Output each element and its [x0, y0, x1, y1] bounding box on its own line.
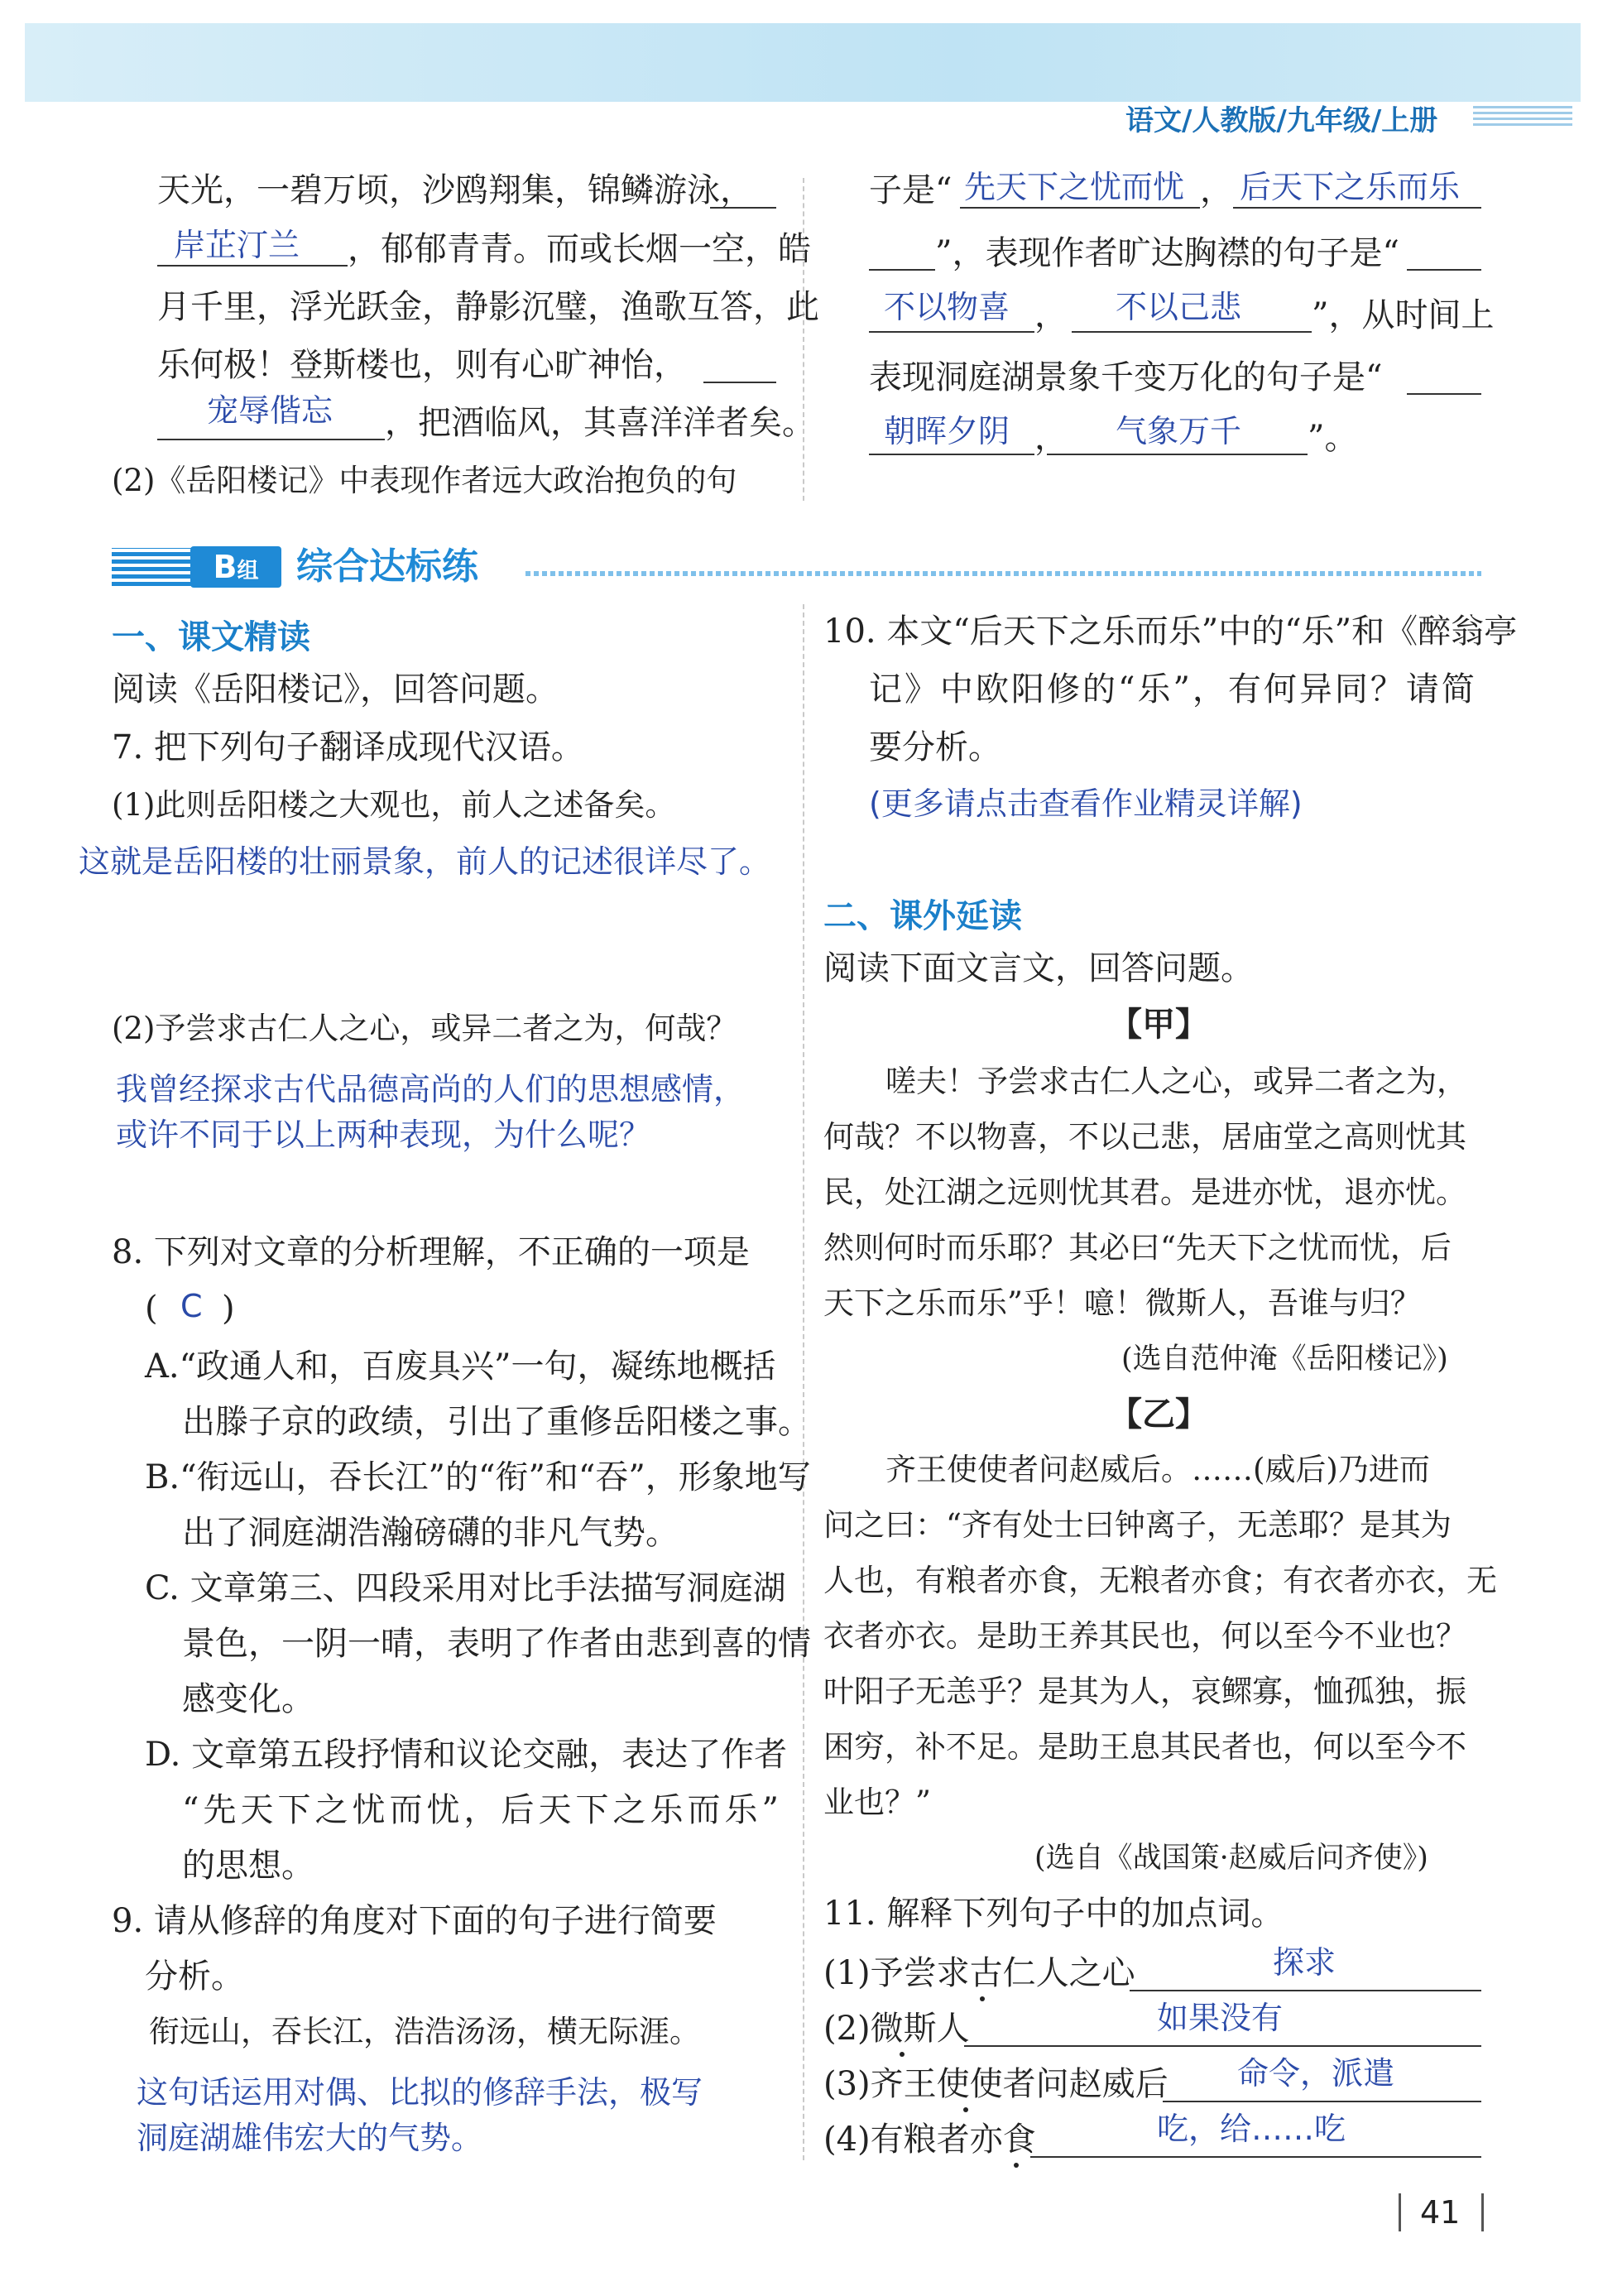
blank-underline: [869, 269, 935, 271]
top-left-line-2: ，郁郁青青。而或长烟一空，皓: [348, 230, 811, 268]
question-9-sentence: 衔远山，吞长江，浩浩汤汤，横无际涯。: [149, 2014, 700, 2049]
answer-bu-yi-wu-xi: 不以物喜: [884, 289, 1010, 325]
question-11-1: (1)予尝求古仁人之心: [823, 1954, 1135, 1992]
top-right-line-2: ”，表现作者旷达胸襟的句子是“: [935, 234, 1399, 272]
question-7-1: (1)此则岳阳楼之大观也，前人之述备矣。: [112, 787, 676, 823]
header-band: [25, 23, 1581, 102]
comma: ，: [1200, 171, 1233, 209]
answer-qi-xiang-wan-qian: 气象万千: [1116, 413, 1242, 449]
answer-10-link[interactable]: (更多请点击查看作业精灵详解): [869, 785, 1303, 822]
top-left-line-1: 天光，一碧万顷，沙鸥翔集，锦鳞游泳，: [157, 171, 753, 209]
passage-jia-line-5: 天下之乐而乐”乎！噫！微斯人，吾谁与归？: [823, 1285, 1421, 1321]
passage-yi-label: 【乙】: [1109, 1395, 1208, 1434]
option-b-line-1: B.“衔远山，吞长江”的“衔”和“吞”，形象地写: [145, 1458, 811, 1496]
blank-underline: [1030, 2156, 1481, 2158]
section-title-2: 二、课外延读: [823, 897, 1022, 935]
passage-jia-line-1: 嗟夫！予尝求古仁人之心，或异二者之为，: [885, 1064, 1467, 1099]
emphasis-dot: [900, 2052, 905, 2057]
blank-underline: [1233, 207, 1481, 209]
blank-underline: [960, 207, 1200, 209]
passage-jia-line-2: 何哉？不以物喜，不以己悲，居庙堂之高则忧其: [823, 1119, 1466, 1155]
banner-group-suffix: 组: [237, 559, 259, 584]
page-number: 41: [1420, 2194, 1461, 2231]
emphasis-dot: [1014, 2163, 1019, 2168]
top-left-line-6: (2)《岳阳楼记》中表现作者远大政治抱负的句: [112, 463, 737, 498]
top-left-line-3: 月千里，浮光跃金，静影沉璧，渔歌互答，此: [157, 288, 819, 326]
passage-jia-label: 【甲】: [1109, 1006, 1208, 1044]
answer-zhao-hui-xi-yin: 朝晖夕阴: [884, 413, 1010, 449]
question-7: 7. 把下列句子翻译成现代汉语。: [112, 728, 584, 766]
answer-8: C: [180, 1288, 203, 1324]
question-9-line-1: 9. 请从修辞的角度对下面的句子进行简要: [112, 1902, 717, 1940]
blank-underline: [964, 2045, 1481, 2047]
option-a-line-1: A.“政通人和，百废具兴”一句，凝练地概括: [145, 1347, 776, 1386]
header-book-label: 语文/人教版/九年级/上册: [1125, 104, 1438, 137]
answer-11-4: 吃，给……吃: [1157, 2111, 1346, 2147]
top-left-line-5: ，把酒临风，其喜洋洋者矣。: [385, 404, 815, 442]
passage-yi-line-7: 业也？”: [823, 1784, 931, 1820]
passage-jia-line-3: 民，处江湖之远则忧其君。是进亦忧，退亦忧。: [823, 1174, 1466, 1210]
blank-underline: [703, 382, 776, 383]
blank-underline: [1163, 2101, 1481, 2102]
banner-rule: [525, 571, 1481, 576]
emphasis-dot: [963, 2107, 968, 2112]
left-intro: 阅读《岳阳楼记》，回答问题。: [112, 670, 559, 708]
answer-11-1: 探求: [1273, 1944, 1336, 1981]
blank-underline: [1407, 393, 1481, 395]
passage-yi-line-4: 衣者亦衣。是助王养其民也，何以至今不业也？: [823, 1618, 1466, 1654]
section-title-1: 一、课文精读: [112, 618, 310, 656]
option-b-line-2: 出了洞庭湖浩瀚磅礴的非凡气势。: [182, 1514, 679, 1552]
top-left-line-4: 乐何极！登斯楼也，则有心旷神怡，: [157, 346, 687, 384]
header-stripes: [1473, 106, 1572, 126]
answer-chong-ru-xie-wang: 宠辱偕忘: [207, 392, 334, 429]
question-8: 8. 下列对文章的分析理解，不正确的一项是: [112, 1233, 750, 1271]
banner-group-letter: B: [213, 549, 238, 585]
passage-yi-line-2: 问之曰：“齐有处士曰钟离子，无恙耶？是其为: [823, 1507, 1452, 1543]
column-divider: [803, 604, 804, 2160]
page-number-bar-right: [1481, 2193, 1484, 2231]
answer-7-1: 这就是岳阳楼的壮丽景象，前人的记述很详尽了。: [79, 843, 771, 880]
passage-yi-source: (选自《战国策·赵威后问齐使》): [1034, 1842, 1428, 1875]
blank-underline: [157, 439, 385, 440]
question-11: 11. 解释下列句子中的加点词。: [823, 1895, 1284, 1933]
top-right-line-3-suffix: ”，从时间上: [1312, 296, 1495, 334]
answer-an-zhi-ting-lan: 岸芷汀兰: [174, 227, 300, 263]
answer-9-line-1: 这句话运用对偶、比拟的修辞手法，极写: [137, 2074, 703, 2111]
passage-yi-line-5: 叶阳子无恙乎？是其为人，哀鳏寡，恤孤独，振: [823, 1674, 1466, 1709]
answer-hou-tian-xia-zhi-le: 后天下之乐而乐: [1240, 169, 1461, 205]
question-11-3: (3)齐王使使者问赵威后: [823, 2065, 1169, 2103]
question-10-line-1: 10. 本文“后天下之乐而乐”中的“乐”和《醉翁亭: [823, 612, 1518, 651]
blank-underline: [869, 331, 1034, 333]
question-11-2: (2)微斯人: [823, 2010, 970, 2048]
banner-title: 综合达标练: [296, 545, 478, 588]
question-7-2: (2)予尝求古仁人之心，或异二者之为，何哉？: [112, 1011, 737, 1046]
banner-group-badge: [190, 546, 281, 588]
answer-7-2-line-2: 或许不同于以上两种表现，为什么呢？: [116, 1117, 651, 1153]
passage-jia-line-4: 然则何时而乐耶？其必曰“先天下之忧而忧，后: [823, 1230, 1452, 1266]
top-right-line-4: 表现洞庭湖景象千变万化的句子是“: [869, 358, 1383, 396]
comma: ，: [1034, 419, 1068, 457]
blank-underline: [1047, 454, 1308, 455]
option-d-line-2: “先天下之忧而忧，后天下之乐而乐”: [182, 1791, 783, 1829]
blank-underline: [710, 207, 776, 209]
option-d-line-1: D. 文章第五段抒情和议论交融，表达了作者: [145, 1736, 788, 1774]
blank-underline: [1072, 331, 1312, 333]
option-c-line-3: 感变化。: [182, 1680, 314, 1718]
emphasis-dot: [980, 1996, 985, 2001]
question-11-4: (4)有粮者亦食: [823, 2121, 1036, 2159]
passage-yi-line-1: 齐王使使者问赵威后。……(威后)乃进而: [885, 1452, 1430, 1487]
answer-9-line-2: 洞庭湖雄伟宏大的气势。: [137, 2120, 483, 2156]
blank-underline: [1130, 1990, 1481, 1991]
passage-yi-line-3: 人也，有粮者亦食，无粮者亦食；有衣者亦衣，无: [823, 1563, 1497, 1598]
question-9-line-2: 分析。: [145, 1957, 244, 1996]
blank-underline: [157, 265, 348, 267]
blank-underline: [1407, 269, 1481, 271]
question-10-line-3: 要分析。: [869, 728, 1001, 766]
top-right-line-1-prefix: 子是“: [869, 171, 953, 209]
blank-underline: [869, 454, 1034, 455]
answer-bu-yi-ji-bei: 不以己悲: [1116, 289, 1242, 325]
question-10-line-2: 记》中欧阳修的“乐”，有何异同？请简: [869, 670, 1477, 708]
option-a-line-2: 出滕子京的政绩，引出了重修岳阳楼之事。: [182, 1403, 811, 1441]
answer-11-3: 命令，派遣: [1237, 2055, 1395, 2092]
question-8-paren-right: ): [222, 1290, 235, 1328]
answer-xian-tian-xia-zhi-you: 先天下之忧而忧: [964, 169, 1185, 205]
top-right-line-5-suffix: ”。: [1308, 419, 1358, 457]
passage-yi-line-6: 困穷，补不足。是助王息其民者也，何以至今不: [823, 1729, 1466, 1765]
answer-11-2: 如果没有: [1157, 2000, 1284, 2036]
answer-7-2-line-1: 我曾经探求古代品德高尚的人们的思想感情，: [116, 1071, 746, 1107]
option-d-line-3: 的思想。: [182, 1847, 314, 1885]
option-c-line-1: C. 文章第三、四段采用对比手法描写洞庭湖: [145, 1569, 786, 1607]
column-divider-top: [803, 178, 804, 501]
question-8-paren-left: (: [145, 1290, 158, 1328]
page-number-bar-left: [1399, 2193, 1401, 2231]
passage-jia-source: (选自范仲淹《岳阳楼记》): [1121, 1343, 1448, 1376]
banner-stripes: [112, 548, 203, 586]
option-c-line-2: 景色，一阴一晴，表明了作者由悲到喜的情: [182, 1625, 811, 1663]
comma: ，: [1034, 296, 1068, 334]
right-intro: 阅读下面文言文，回答问题。: [823, 949, 1254, 987]
